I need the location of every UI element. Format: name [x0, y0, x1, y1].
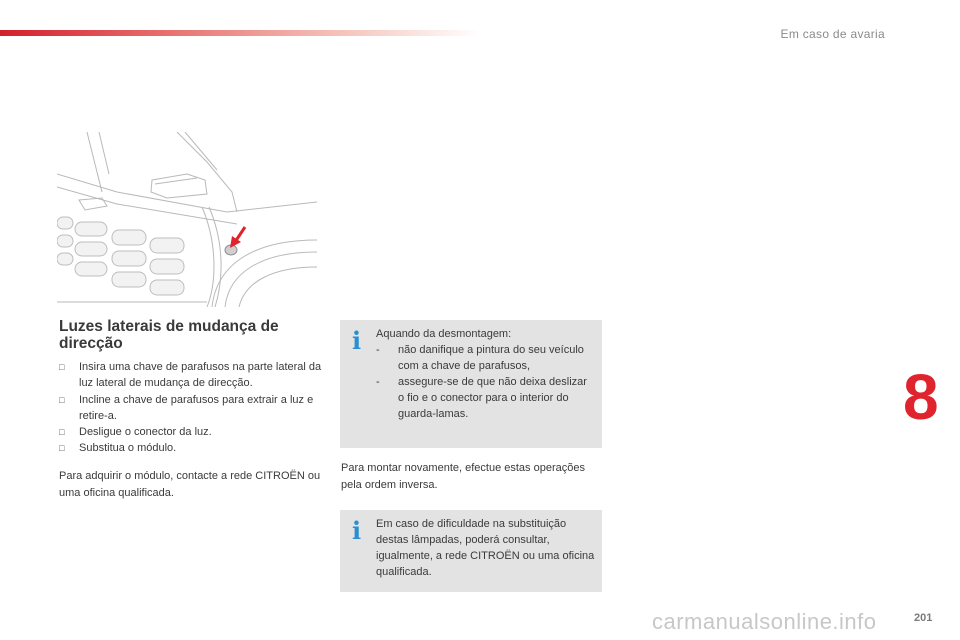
steps-list: [59, 359, 329, 457]
header-accent-bar: [0, 30, 480, 36]
list-item: - assegure-se de que não deixa deslizar o fio e o conector para o interior do guarda-lamas.: [376, 376, 587, 420]
list-item: - não danifique a pintura do seu veículo com a chave de parafusos,: [376, 344, 584, 372]
section-title: Luzes laterais de mudança de direcção: [59, 318, 279, 352]
info-box-list: [376, 342, 596, 422]
list-item: □ Substitua o módulo.: [59, 440, 329, 456]
list-item: □ Incline a chave de parafusos para extrair a luz e retire-a.: [59, 393, 314, 422]
list-item: □ Desligue o conector da luz.: [59, 424, 329, 440]
reassembly-text: Para montar novamente, efectue estas operações pela ordem inversa.: [341, 462, 585, 491]
purchase-note: Para adquirir o módulo, contacte a rede CITROËN ou uma oficina qualificada.: [59, 470, 321, 499]
page-number: 201: [914, 612, 933, 624]
info-icon: i: [352, 516, 362, 545]
info-box-removal: [340, 320, 602, 448]
info-icon: i: [352, 326, 362, 355]
car-side-illustration: [57, 132, 317, 307]
red-arrow-icon: [230, 227, 245, 248]
list-item: □ Insira uma chave de parafusos na parte lateral da luz lateral de mudança de direcção.: [59, 361, 322, 390]
checkbox-bullet-icon: □: [59, 362, 65, 372]
checkbox-bullet-icon: □: [59, 443, 65, 454]
info-box-difficulty: [340, 510, 602, 592]
chapter-number: 8: [903, 361, 939, 433]
checkbox-bullet-icon: □: [59, 427, 65, 438]
info-box-intro: Aquando da desmontagem:: [376, 328, 512, 340]
watermark: carmanualsonline.info: [652, 609, 877, 634]
chapter-header-title: Em caso de avaria: [780, 27, 885, 41]
checkbox-bullet-icon: □: [59, 394, 65, 405]
info-box-text: Em caso de dificuldade na substituição destas lâmpadas, poderá consultar, igualmente, a rede CITROËN ou uma oficina qualificada.: [376, 518, 595, 578]
